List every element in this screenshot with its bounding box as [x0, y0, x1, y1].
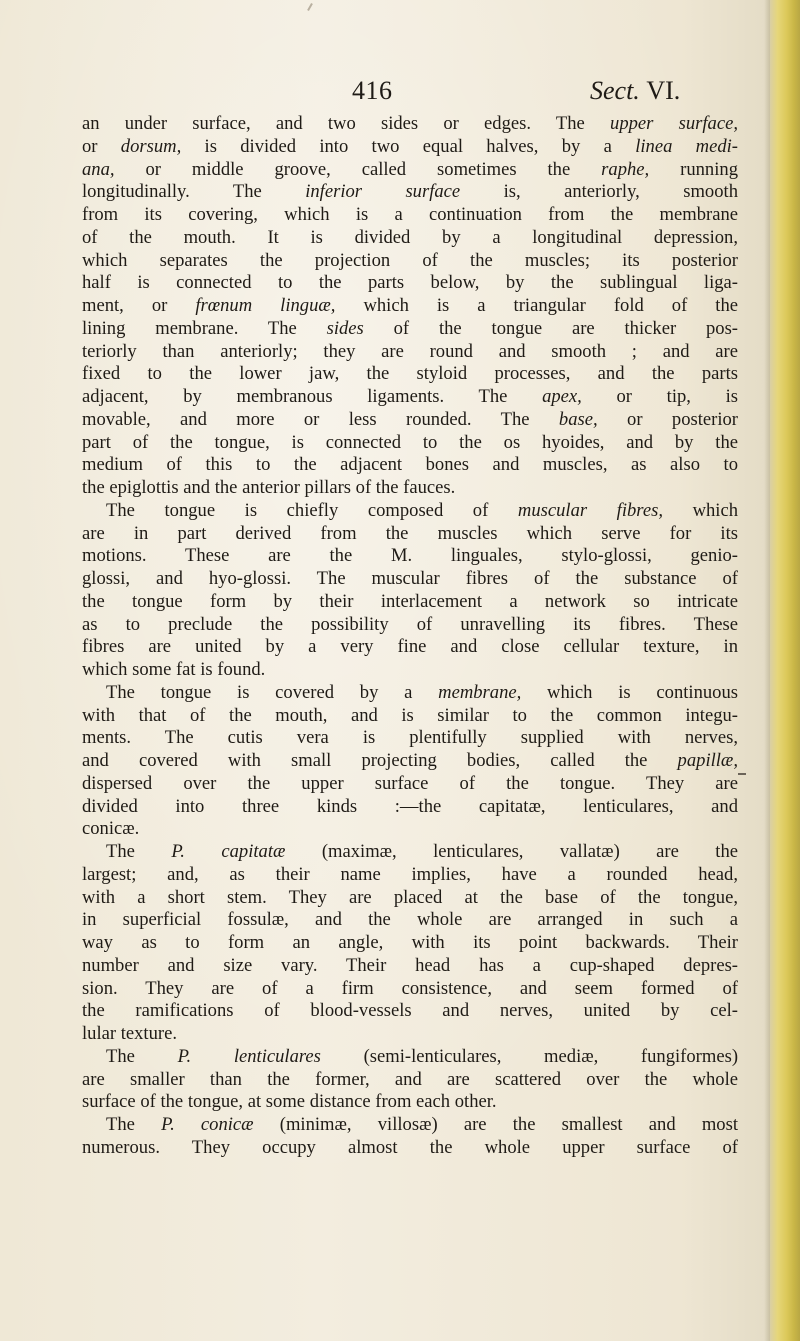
text-run: divided into three kinds :—the capitatæ, lenticulares, and — [82, 795, 738, 817]
text-line — [82, 682, 738, 705]
text-run: lining membrane. The — [82, 317, 327, 339]
text-line — [82, 181, 738, 204]
text-run: fibres are united by a very fine and close cellular texture, in — [82, 636, 738, 658]
text-line — [82, 818, 738, 841]
text-run: ment, or — [82, 295, 196, 316]
text-line — [82, 409, 738, 432]
text-run: which some fat is found. — [82, 659, 266, 680]
text-line — [82, 796, 738, 819]
text-run: way as to form an angle, with its point backwards. Their — [82, 932, 738, 953]
text-run: dispersed over the upper surface of the tongue. They are — [82, 772, 738, 794]
text-line — [82, 1114, 738, 1137]
text-line — [82, 477, 738, 500]
text-run: part of the tongue, is connected to the os hyoides, and by the — [82, 431, 738, 453]
text-run: The tongue is chiefly composed of — [106, 499, 518, 521]
text-run: which separates the projection of the muscles; its posterior — [82, 249, 738, 271]
italic-term: upper surface, — [610, 113, 739, 134]
text-run: or posterior — [597, 408, 738, 430]
text-run: numerous. They occupy almost the whole upper surface of — [82, 1136, 738, 1158]
text-line — [82, 978, 738, 1001]
text-run: or middle groove, called sometimes the — [114, 158, 602, 180]
italic-term: ana, — [82, 158, 115, 180]
body-text — [82, 113, 738, 1160]
text-run: glossi, and hyo-glossi. The muscular fibres of the substance of — [82, 568, 738, 589]
text-line — [82, 727, 738, 750]
text-line — [82, 500, 738, 523]
text-line — [82, 432, 738, 455]
italic-term: inferior surface — [305, 181, 461, 203]
italic-term: frœnum linguæ, — [195, 295, 336, 316]
text-run: or — [82, 135, 121, 157]
text-run: an under surface, and two sides or edges. The — [82, 113, 611, 134]
text-run: or tip, is — [581, 386, 738, 407]
text-line — [82, 568, 738, 591]
italic-term: apex, — [542, 386, 582, 407]
text-line — [82, 113, 738, 136]
text-run: The — [106, 1114, 162, 1135]
text-run: adjacent, by membranous ligaments. The — [82, 386, 543, 407]
italic-term: P. conicæ — [161, 1114, 254, 1135]
text-run: with that of the mouth, and is similar to the common integu- — [82, 704, 738, 726]
text-line — [82, 227, 738, 250]
text-line — [82, 659, 738, 682]
italic-term: base, — [558, 408, 598, 430]
text-line — [82, 1069, 738, 1092]
text-run: which is a triangular fold of the — [335, 295, 738, 316]
text-run: lular texture. — [82, 1023, 177, 1044]
text-run: The — [106, 841, 172, 862]
text-run: motions. These are the M. linguales, stylo-glossi, genio- — [82, 545, 738, 567]
text-run: The — [106, 1045, 178, 1067]
text-line — [82, 955, 738, 978]
text-run: medium of this to the adjacent bones and muscles, as also to — [82, 454, 738, 476]
text-run: which — [663, 499, 739, 521]
text-line — [82, 1091, 738, 1114]
text-line — [82, 250, 738, 273]
text-line — [82, 1000, 738, 1023]
text-line — [82, 386, 738, 409]
text-run: movable, and more or less rounded. The — [82, 408, 559, 430]
text-run: the epiglottis and the anterior pillars of the fauces. — [82, 477, 456, 498]
italic-term: raphe, — [601, 158, 650, 180]
text-run: the ramifications of blood-vessels and nerves, united by cel- — [82, 1000, 738, 1022]
text-run: of the mouth. It is divided by a longitudinal depression, — [82, 226, 738, 248]
text-run: (semi-lenticulares, mediæ, fungiformes) — [320, 1045, 739, 1067]
text-run: as to preclude the possibility of unravelling its fibres. These — [82, 613, 738, 635]
section-number: VI. — [646, 76, 681, 105]
gilt-page-edge — [770, 0, 800, 1341]
text-line — [82, 318, 738, 341]
text-line — [82, 454, 738, 477]
text-line — [82, 909, 738, 932]
text-run: (maximæ, lenticulares, vallatæ) are the — [285, 841, 739, 862]
text-run: of the tongue are thicker pos- — [363, 317, 738, 339]
running-head — [0, 76, 800, 112]
italic-term: muscular fibres, — [517, 499, 663, 521]
text-line — [82, 705, 738, 728]
text-run: longitudinally. The — [82, 181, 306, 203]
text-run: number and size vary. Their head has a cup-shaped depres- — [82, 954, 738, 976]
italic-term: P. capitatæ — [171, 841, 286, 862]
text-run: teriorly than anteriorly; they are round and smooth ; and are — [82, 340, 738, 362]
text-line — [82, 1137, 738, 1160]
text-run: the tongue form by their interlacement a network so intricate — [82, 590, 738, 612]
text-run: half is connected to the parts below, by the sublingual liga- — [82, 272, 738, 294]
text-run: largest; and, as their name implies, have a rounded head, — [82, 863, 738, 885]
text-run: which is continuous — [521, 681, 738, 703]
text-run: are smaller than the former, and are scattered over the whole — [82, 1068, 738, 1090]
text-run: sion. They are of a firm consistence, and seem formed of — [82, 977, 738, 999]
text-line — [82, 295, 738, 318]
text-line — [82, 1023, 738, 1046]
margin-dash-mark — [738, 773, 746, 775]
text-line — [82, 932, 738, 955]
text-line — [82, 636, 738, 659]
text-run: is, anteriorly, smooth — [460, 181, 738, 203]
text-run: running — [649, 158, 738, 180]
text-run: with a short stem. They are placed at the base of the tongue, — [82, 886, 738, 908]
text-line — [82, 750, 738, 773]
text-line — [82, 1046, 738, 1069]
text-line — [82, 841, 738, 864]
text-run: are in part derived from the muscles which serve for its — [82, 522, 738, 544]
text-line — [82, 159, 738, 182]
text-line — [82, 204, 738, 227]
italic-term: sides — [326, 317, 364, 339]
text-run: is divided into two equal halves, by a — [181, 135, 636, 157]
text-line — [82, 363, 738, 386]
text-line — [82, 591, 738, 614]
text-run: and covered with small projecting bodies, called the — [82, 750, 678, 771]
text-line — [82, 136, 738, 159]
stray-pencil-mark — [307, 3, 313, 11]
section-prefix: Sect. — [590, 76, 640, 105]
italic-term: P. lenticulares — [177, 1045, 321, 1067]
page-number: 416 — [352, 76, 393, 105]
text-line — [82, 887, 738, 910]
italic-term: papillæ, — [677, 750, 738, 771]
text-run: in superficial fossulæ, and the whole are arranged in such a — [82, 909, 738, 931]
text-line — [82, 773, 738, 796]
italic-term: linea medi- — [635, 135, 738, 157]
text-run: ments. The cutis vera is plentifully supplied with nerves, — [82, 727, 738, 749]
text-run: conicæ. — [82, 818, 140, 840]
text-line — [82, 341, 738, 364]
text-run: from its covering, which is a continuation from the membrane — [82, 204, 738, 225]
text-run: (minimæ, villosæ) are the smallest and most — [253, 1114, 738, 1135]
text-line — [82, 272, 738, 295]
italic-term: membrane, — [438, 681, 522, 703]
text-line — [82, 864, 738, 887]
text-run: The tongue is covered by a — [106, 681, 439, 703]
text-line — [82, 545, 738, 568]
text-run: surface of the tongue, at some distance from each other. — [82, 1091, 497, 1113]
text-run: fixed to the lower jaw, the styloid processes, and the parts — [82, 363, 738, 385]
italic-term: dorsum, — [120, 135, 182, 157]
text-line — [82, 614, 738, 637]
text-line — [82, 523, 738, 546]
section-label — [590, 76, 680, 106]
